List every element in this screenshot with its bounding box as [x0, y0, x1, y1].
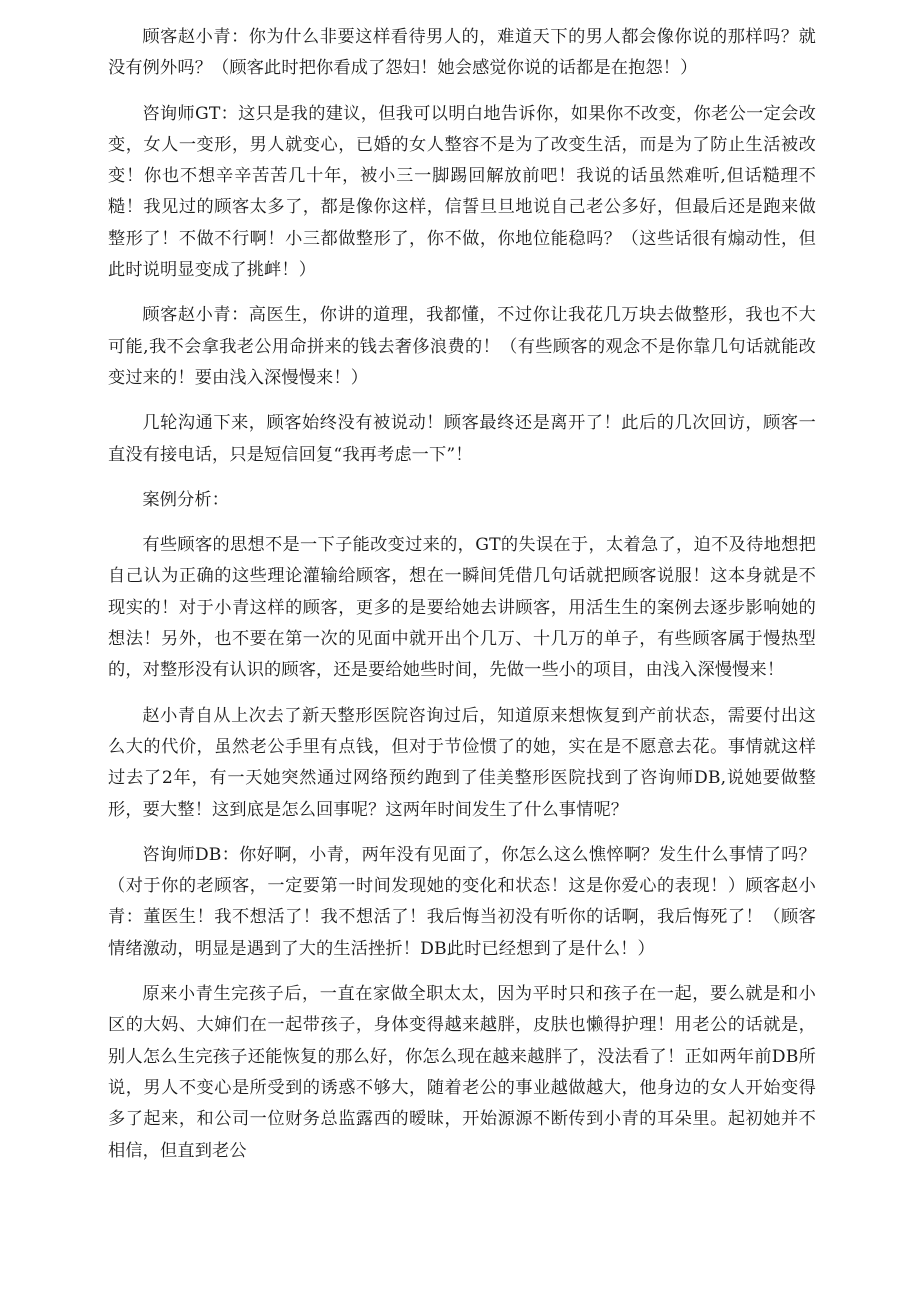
document-page	[108, 22, 816, 1181]
paragraph-two-years-later: 赵小青自从上次去了新天整形医院咨询过后，知道原来想恢复到产前状态，需要付出这么大的代价，虽然老公手里有点钱，但对于节俭惯了的她，实在是不愿意去花。事情就这样过去了2年，有一天她突然通过网络预约跑到了佳美整形医院找到了咨询师DB,说她要做整形，要大整！这到底是怎么回事呢？这两年时间发生了什么事情呢？	[108, 705, 816, 820]
paragraph-consultant-gt-reply: 咨询师GT：这只是我的建议，但我可以明白地告诉你，如果你不改变，你老公一定会改变，女人一变形，男人就变心，已婚的女人整容不是为了改变生活，而是为了防止生活被改变！你也不想辛辛苦苦几十年，被小三一脚踢回解放前吧！我说的话虽然难听,但话糙理不糙！我见过的顾客太多了，都是像你这样，信誓旦旦地说自己老公多好，但最后还是跑来做整形了！不做不行啊！小三都做整形了，你不做，你地位能稳吗？（这些话很有煽动性，但此时说明显变成了挑衅！）	[108, 103, 816, 281]
paragraph-outcome: 几轮沟通下来，顾客始终没有被说动！顾客最终还是离开了！此后的几次回访，顾客一直没有接电话，只是短信回复“我再考虑一下”！	[108, 413, 816, 465]
paragraph-analysis: 有些顾客的思想不是一下子能改变过来的，GT的失误在于，太着急了，迫不及待地想把自己认为正确的这些理论灌输给顾客，想在一瞬间凭借几句话就把顾客说服！这本身就是不现实的！对于小青这样的顾客，更多的是要给她去讲顾客，用活生生的案例去逐步影响她的想法！另外，也不要在第一次的见面中就开出个几万、十几万的单子，有些顾客属于慢热型的，对整形没有认识的顾客，还是要给她些时间，先做一些小的项目，由浅入深慢慢来！	[108, 535, 816, 681]
paragraph-consultant-db-dialogue: 咨询师DB：你好啊，小青，两年没有见面了，你怎么这么憔悴啊？发生什么事情了吗？（对于你的老顾客，一定要第一时间发现她的变化和状态！这是你爱心的表现！）顾客赵小青：董医生！我不想活了！我不想活了！我后悔当初没有听你的话啊，我后悔死了！（顾客情绪激动，明显是遇到了大的生活挫折！DB此时已经想到了是什么！）	[108, 844, 816, 959]
section-heading-case-analysis: 案例分析：	[142, 489, 230, 510]
paragraph-client-response: 顾客赵小青：高医生，你讲的道理，我都懂，不过你让我花几万块去做整形，我也不大可能,我不会拿我老公用命拼来的钱去奢侈浪费的！（有些顾客的观念不是你靠几句话就能改变过来的！要由浅入深慢慢来！）	[108, 305, 816, 388]
paragraph-backstory: 原来小青生完孩子后，一直在家做全职太太，因为平时只和孩子在一起，要么就是和小区的大妈、大婶们在一起带孩子，身体变得越来越胖，皮肤也懒得护理！用老公的话就是，别人怎么生完孩子还能恢复的那么好，你怎么现在越来越胖了，没法看了！正如两年前DB所说，男人不变心是所受到的诱惑不够大，随着老公的事业越做越大，他身边的女人开始变得多了起来，和公司一位财务总监露西的暧昧，开始源源不断传到小青的耳朵里。起初她并不相信，但直到老公	[108, 984, 816, 1161]
paragraph-client-question: 顾客赵小青：你为什么非要这样看待男人的，难道天下的男人都会像你说的那样吗？就没有例外吗？（顾客此时把你看成了怨妇！她会感觉你说的话都是在抱怨！）	[108, 27, 816, 79]
